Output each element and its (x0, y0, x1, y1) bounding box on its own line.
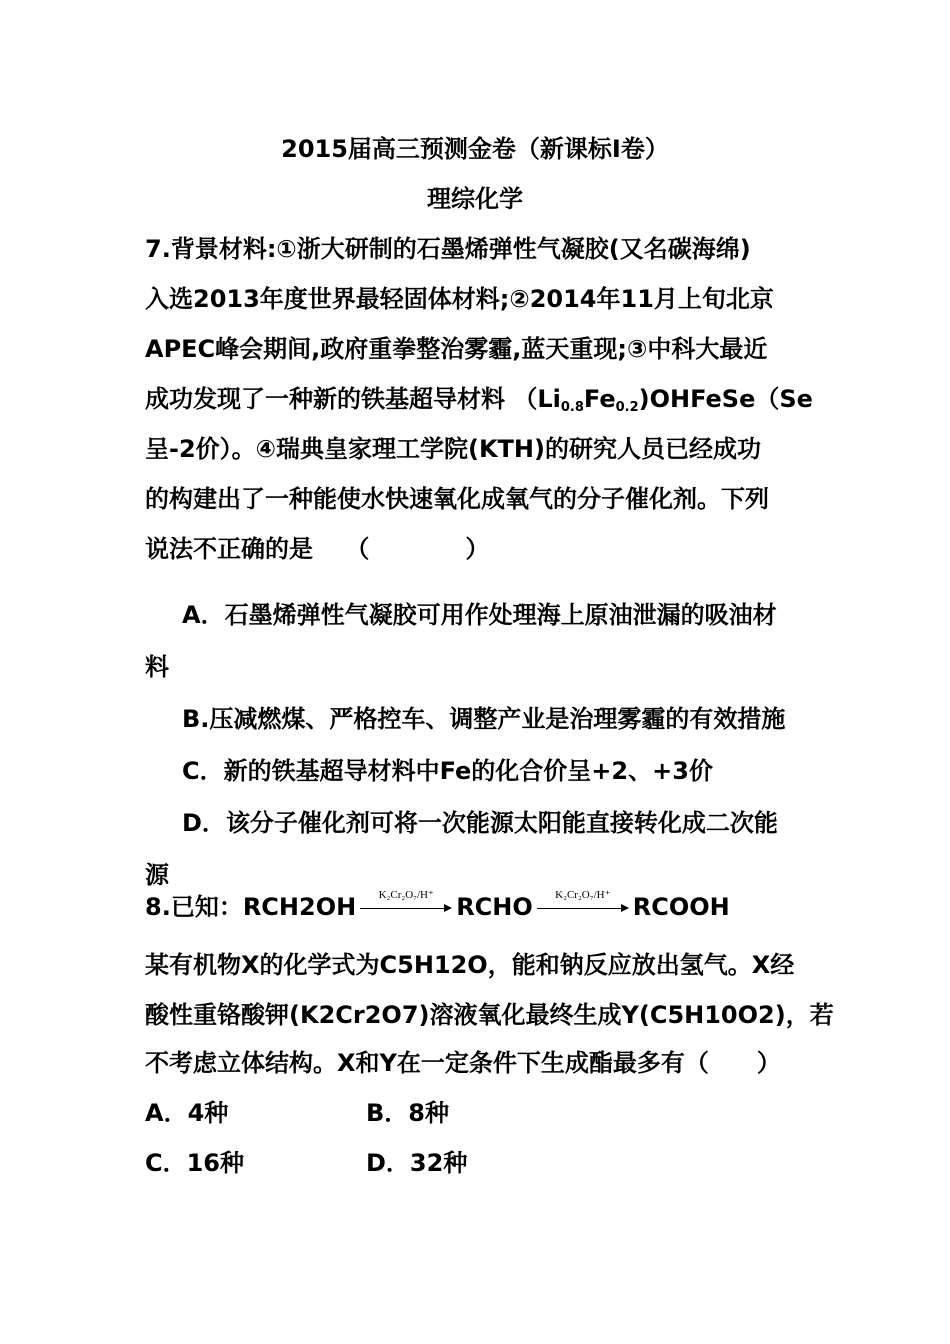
arrow-condition-2: K₂Cr₂O₇/H⁺ (555, 889, 611, 901)
q7-line-4-post: )OHFeSe（Se (638, 385, 813, 413)
q8-product: RCOOH (632, 893, 730, 921)
q7-line-7: 说法不正确的是 （ ） (145, 535, 490, 563)
q7-line-1: 7.背景材料:①浙大研制的石墨烯弹性气凝胶(又名碳海绵) (145, 235, 751, 263)
q8-intermediate: RCHO (456, 893, 533, 921)
q8-line-2: 酸性重铬酸钾(K2Cr2O7)溶液氧化最终生成Y(C5H10O2)，若 (145, 1001, 834, 1029)
q7-line-6: 的构建出了一种能使水快速氧化成氧气的分子催化剂。下列 (145, 485, 769, 513)
q7-line-3: APEC峰会期间,政府重拳整治雾霾,蓝天重现;③中科大最近 (145, 335, 768, 363)
q8-line-1: 某有机物X的化学式为C5H12O，能和钠反应放出氢气。X经 (145, 951, 795, 979)
q8-options-row-2 (145, 1148, 244, 1178)
arrow-condition-1: K₂Cr₂O₇/H⁺ (378, 889, 434, 901)
reaction-arrow-2 (535, 889, 631, 922)
q7-line-2: 入选2013年度世界最轻固体材料;②2014年11月上旬北京 (145, 285, 774, 313)
q7-option-d-cont: 源 (145, 861, 169, 889)
q7-line-5: 呈-2价）。④瑞典皇家理工学院(KTH)的研究人员已经成功 (145, 435, 761, 463)
q7-option-d: D．该分子催化剂可将一次能源太阳能直接转化成二次能 (182, 809, 778, 837)
q7-option-a: A．石墨烯弹性气凝胶可用作处理海上原油泄漏的吸油材 (182, 601, 777, 629)
q8-option-d: D．32种 (366, 1149, 468, 1177)
q7-option-c: C．新的铁基超导材料中Fe的化合价呈+2、+3价 (182, 757, 713, 785)
q8-option-c: C．16种 (145, 1149, 245, 1177)
q7-subscript-fe: 0.2 (615, 400, 639, 415)
q7-subscript-li: 0.8 (560, 400, 584, 415)
q8-options-row-1 (145, 1098, 228, 1128)
q8-option-b: B．8种 (366, 1099, 449, 1127)
q7-option-a-cont: 料 (145, 653, 169, 681)
q8-known-reaction (145, 889, 730, 922)
q7-option-b: B.压减燃煤、严格控车、调整产业是治理雾霾的有效措施 (182, 705, 786, 733)
q7-line-4 (145, 384, 813, 423)
exam-title: 2015届高三预测金卷（新课标Ⅰ卷） (281, 135, 669, 163)
q7-line-4-pre: 成功发现了一种新的铁基超导材料 （Li (145, 385, 561, 413)
q7-line-4-fe: Fe (583, 385, 616, 413)
q8-option-a: A．4种 (145, 1099, 229, 1127)
q8-reactant: 8.已知：RCH2OH (145, 893, 357, 921)
exam-subject: 理综化学 (427, 185, 523, 213)
reaction-arrow-1 (358, 889, 454, 922)
q8-line-3: 不考虑立体结构。X和Y在一定条件下生成酯最多有（ ） (145, 1049, 781, 1077)
